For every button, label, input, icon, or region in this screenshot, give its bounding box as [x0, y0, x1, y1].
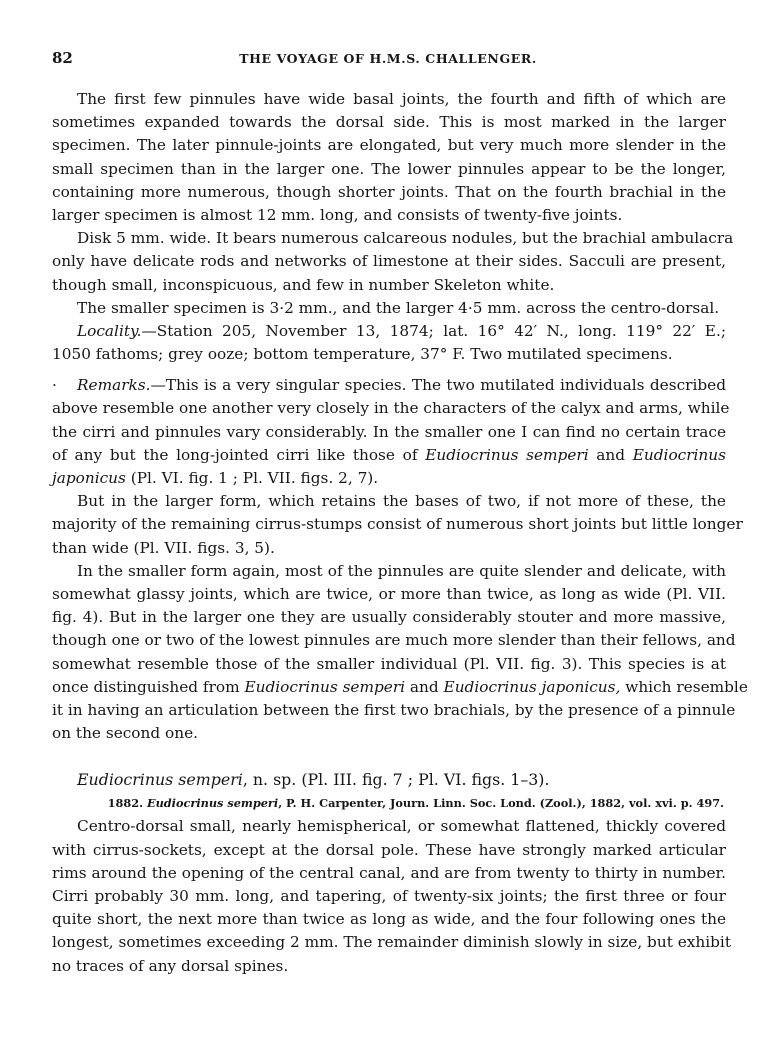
text-line: it in having an articulation between the first two brachials, by the presence of a pinnule: [52, 700, 736, 719]
paragraph-smaller-form: [52, 560, 748, 746]
text-line: the cirri and pinnules vary considerably. In the smaller one I can find no certain trace: [52, 422, 726, 441]
text-line: Disk 5 mm. wide. It bears numerous calcareous nodules, but the brachial ambulacra: [77, 229, 734, 248]
text-line: Cirri probably 30 mm. long, and tapering, of twenty-six joints; the first three or four: [52, 887, 726, 905]
text-line: The first few pinnules have wide basal joints, the fourth and fifth of which are: [77, 90, 726, 108]
text-line: of any but the long-jointed cirri like those of Eudiocrinus semperi and Eudiocrinus: [52, 445, 726, 464]
species-name: Eudiocrinus semperi: [77, 770, 243, 790]
species-ref: Eudiocrinus semperi: [425, 445, 589, 464]
text-line: than wide (Pl. VII. figs. 3, 5).: [52, 538, 275, 557]
text-line: Centro-dorsal small, nearly hemispherical, or somewhat flattened, thickly covered: [77, 817, 726, 836]
text-line: quite short, the next more than twice as long as wide, and the four following ones the: [52, 910, 726, 929]
text-line: 1050 fathoms; grey ooze; bottom temperature, 37° F. Two mutilated specimens.: [52, 345, 673, 364]
locality-text: —Station 205, November 13, 1874; lat. 16° 42′ N., long. 119° 22′ E.;: [141, 321, 726, 340]
text-line: In the smaller form again, most of the pinnules are quite slender and delicate, with: [77, 561, 726, 580]
text-line: somewhat glassy joints, which are twice, or more than twice, as long as wide (Pl. VII.: [52, 584, 726, 603]
synonymy-citation: 1882. Eudiocrinus semperi, P. H. Carpenter, Journ. Linn. Soc. Lond. (Zool.), 1882, vol. xvi. p. 497.: [107, 796, 724, 811]
text-line: larger specimen is almost 12 mm. long, and consists of twenty-five joints.: [52, 205, 623, 224]
text-line: The smaller specimen is 3·2 mm., and the larger 4·5 mm. across the centro-dorsal.: [77, 298, 720, 317]
species-ref: Eudiocrinus japonicus,: [443, 677, 621, 696]
text-line: majority of the remaining cirrus-stumps consist of numerous short joints but little longer: [52, 515, 743, 534]
paragraph-size: [52, 297, 726, 320]
text-line: sometimes expanded towards the dorsal side. This is most marked in the larger: [52, 113, 726, 132]
text-line: though small, inconspicuous, and few in number Skeleton white.: [52, 275, 555, 294]
paragraph-pinnules: [52, 88, 726, 227]
text-line: only have delicate rods and networks of limestone at their sides. Sacculi are present,: [52, 252, 726, 271]
paragraph-description: [52, 815, 731, 977]
species-ref: japonicus: [52, 469, 126, 487]
locality-label: Locality.: [77, 321, 142, 340]
species-heading: [52, 768, 726, 791]
text-line: once distinguished from Eudiocrinus semperi and Eudiocrinus japonicus, which resemble: [52, 677, 748, 696]
paragraph-disk: [52, 227, 734, 297]
running-title: THE VOYAGE OF H.M.S. CHALLENGER.: [239, 51, 537, 66]
text-line: small specimen than in the larger one. The lower pinnules appear to be the longer,: [52, 159, 726, 178]
text-line: specimen. The later pinnule-joints are elongated, but very much more slender in the: [52, 136, 726, 155]
species-ref: Eudiocrinus semperi: [244, 677, 406, 696]
text-line: longest, sometimes exceeding 2 mm. The remainder diminish slowly in size, but exhibit: [52, 933, 731, 952]
text-line: japonicus (Pl. VI. fig. 1 ; Pl. VII. figs. 2, 7).: [52, 469, 379, 487]
species-ref: Eudiocrinus: [632, 445, 726, 464]
text-line: [52, 320, 726, 343]
margin-mark: ·: [52, 376, 57, 395]
species-section: [52, 768, 731, 978]
text-line: · Remarks.—This is a very singular species. The two mutilated individuals described: [52, 374, 726, 397]
paragraph-larger-form: [52, 490, 743, 560]
text-line: somewhat resemble those of the smaller individual (Pl. VII. fig. 3). This species is at: [52, 654, 726, 673]
paragraph-locality: [52, 320, 726, 366]
text-line: But in the larger form, which retains the bases of two, if not more of these, the: [77, 492, 726, 511]
text-line: fig. 4). But in the larger one they are usually considerably stouter and more massive,: [52, 608, 726, 627]
paragraph-remarks: [52, 374, 730, 490]
page-body: [52, 88, 748, 978]
remarks-label: Remarks.: [77, 376, 151, 395]
species-heading-rest: , n. sp. (Pl. III. fig. 7 ; Pl. VI. figs. 1–3).: [242, 770, 550, 790]
text-line: containing more numerous, though shorter joints. That on the fourth brachial in the: [52, 182, 726, 201]
text-line: above resemble one another very closely in the characters of the calyx and arms, while: [52, 399, 730, 418]
text-line: rims around the opening of the central canal, and are from twenty to thirty in number.: [52, 863, 726, 882]
text-line: though one or two of the lowest pinnules are much more slender than their fellows, and: [52, 631, 736, 650]
text-line: no traces of any dorsal spines.: [52, 956, 289, 975]
text-line: with cirrus-sockets, except at the dorsal pole. These have strongly marked articular: [52, 840, 726, 859]
page-number: 82: [52, 49, 73, 67]
text-line: on the second one.: [52, 724, 199, 743]
